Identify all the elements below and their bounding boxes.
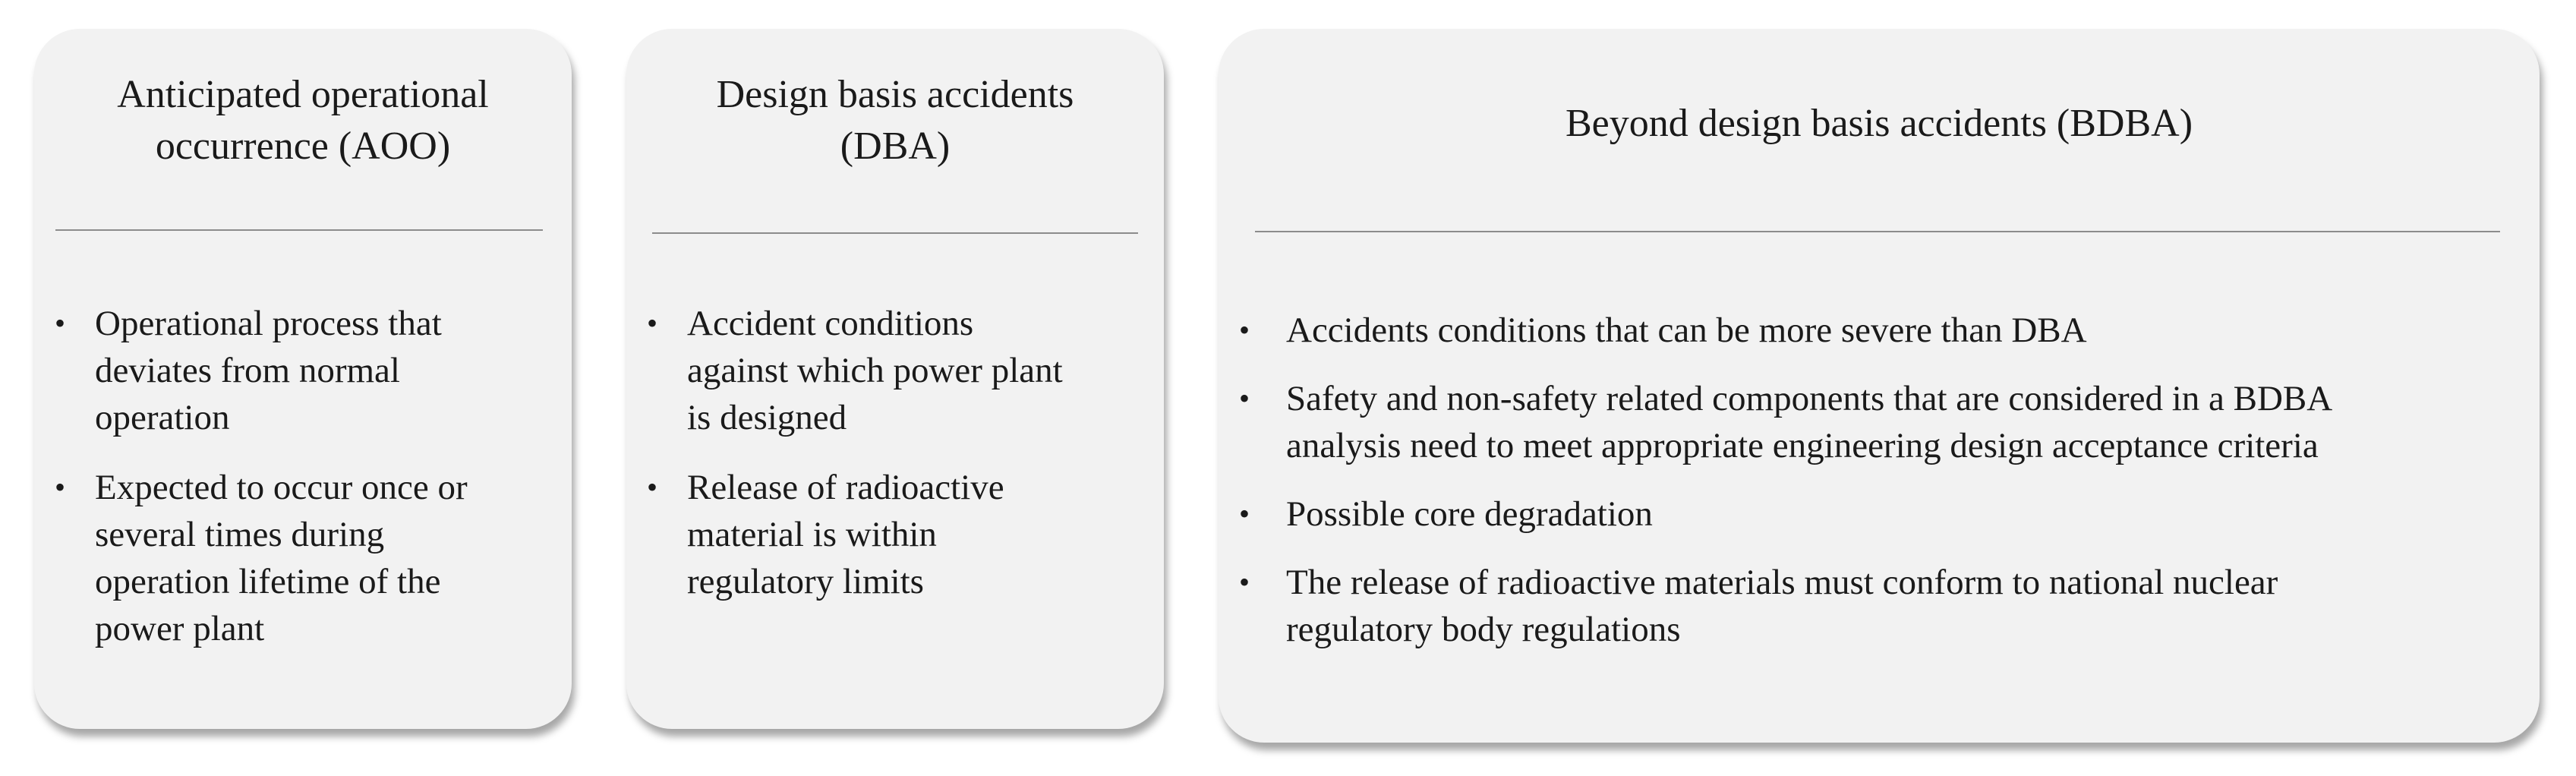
dba-bullet-1-line-3: is designed xyxy=(687,398,847,437)
aoo-bullet-2-line-4: power plant xyxy=(95,609,265,648)
bdba-bullet-1-line-1: Accidents conditions that can be more severe than DBA xyxy=(1286,311,2087,350)
aoo-bullet-2-line-1: Expected to occur once or xyxy=(95,468,468,507)
dba-title-line-1: Design basis accidents xyxy=(716,73,1074,116)
aoo-title xyxy=(34,69,572,172)
aoo-bullet-item xyxy=(51,300,557,441)
bullet-icon: • xyxy=(1239,313,1250,347)
dba-title-line-2: (DBA) xyxy=(840,125,951,168)
bullet-icon: • xyxy=(55,470,66,504)
dba-bullet-1-line-2: against which power plant xyxy=(687,351,1063,390)
dba-bullet-2-line-1: Release of radioactive xyxy=(687,468,1004,507)
aoo-bullet-1-line-3: operation xyxy=(95,398,230,437)
bdba-bullet-4-line-2: regulatory body regulations xyxy=(1286,610,1681,649)
bdba-bullet-item xyxy=(1235,375,2529,469)
aoo-bullet-1-line-2: deviates from normal xyxy=(95,351,400,390)
bullet-icon: • xyxy=(1239,381,1250,415)
bullet-icon: • xyxy=(647,470,658,504)
aoo-title-line-1: Anticipated operational xyxy=(117,73,489,116)
aoo-bullet-2-line-2: several times during xyxy=(95,515,385,554)
aoo-title-line-2: occurrence (AOO) xyxy=(155,125,451,168)
bdba-bullet-3-line-1: Possible core degradation xyxy=(1286,494,1653,534)
bdba-divider xyxy=(1255,231,2500,232)
dba-card xyxy=(626,29,1164,729)
bdba-bullet-item xyxy=(1235,491,2529,538)
bdba-bullet-item xyxy=(1235,307,2529,354)
bullet-icon: • xyxy=(647,306,658,340)
dba-bullet-item xyxy=(643,464,1153,605)
bullet-icon: • xyxy=(55,306,66,340)
bdba-bullet-2-line-1: Safety and non-safety related components that are considered in a BDBA xyxy=(1286,379,2333,418)
bdba-bullet-2-line-2: analysis need to meet appropriate engineering design acceptance criteria xyxy=(1286,426,2319,465)
dba-bullet-1-line-1: Accident conditions xyxy=(687,304,974,343)
bdba-bullet-list xyxy=(1235,307,2529,674)
aoo-card xyxy=(34,29,572,729)
aoo-bullet-item xyxy=(51,464,557,652)
aoo-bullet-2-line-3: operation lifetime of the xyxy=(95,562,441,601)
dba-bullet-2-line-2: material is within xyxy=(687,515,937,554)
dba-bullet-item xyxy=(643,300,1153,441)
bdba-card xyxy=(1219,29,2540,743)
bullet-icon: • xyxy=(1239,497,1250,531)
bullet-icon: • xyxy=(1239,565,1250,599)
bdba-title-line-1: Beyond design basis accidents (BDBA) xyxy=(1565,102,2193,145)
bdba-bullet-4-line-1: The release of radioactive materials must conform to national nuclear xyxy=(1286,563,2278,602)
aoo-divider xyxy=(55,229,543,231)
dba-bullet-list xyxy=(643,300,1153,628)
dba-title xyxy=(626,69,1164,172)
dba-bullet-2-line-3: regulatory limits xyxy=(687,562,924,601)
aoo-bullet-list xyxy=(51,300,557,675)
dba-divider xyxy=(652,232,1138,234)
aoo-bullet-1-line-1: Operational process that xyxy=(95,304,442,343)
bdba-bullet-item xyxy=(1235,559,2529,653)
bdba-title xyxy=(1219,98,2540,150)
